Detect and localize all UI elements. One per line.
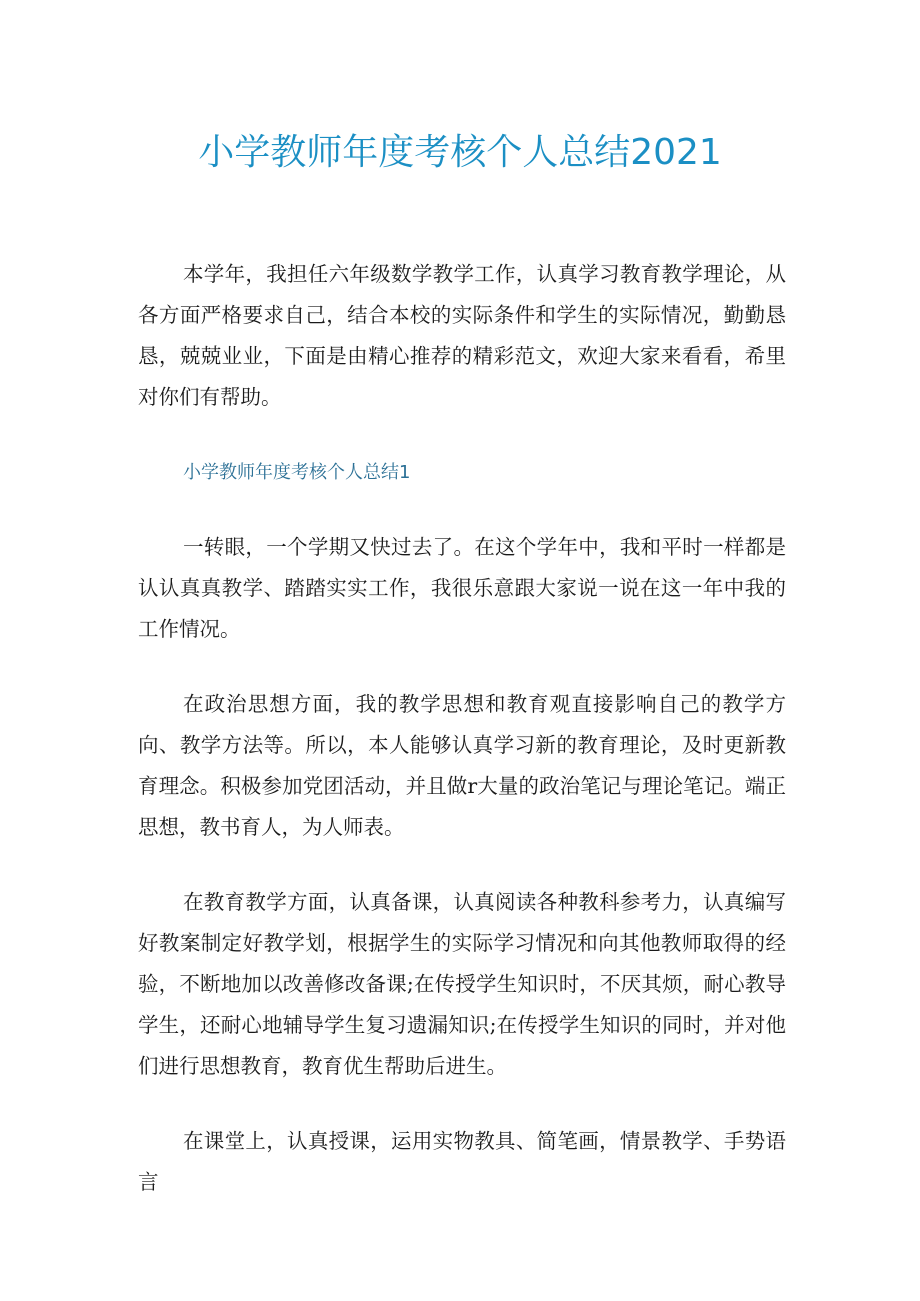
paragraph-1: 一转眼，一个学期又快过去了。在这个学年中，我和平时一样都是认认真真教学、踏踏实实工作，我很乐意跟大家说一说在这一年中我的工作情况。: [138, 535, 786, 641]
paragraph-3: 在教育教学方面，认真备课，认真阅读各种教科参考力，认真编写好教案制定好教学划，根据学生的实际学习情况和向其他教师取得的经验，不断地加以改善修改备课;在传授学生知识时，不厌其烦，耐心教导学生，还耐心地辅导学生复习遗漏知识;在传授学生知识的同时，并对他们进行思想教育，教育优生帮助后进生。: [138, 890, 786, 1078]
section-heading: 小学教师年度考核个人总结1: [183, 462, 411, 483]
document-title: 小学教师年度考核个人总结2021: [198, 132, 722, 173]
paragraph-4: 在课堂上，认真授课，运用实物教具、简笔画，情景教学、手势语言: [138, 1129, 786, 1194]
paragraph-2: 在政治思想方面，我的教学思想和教育观直接影响自己的教学方向、教学方法等。所以，本人能够认真学习新的教育理论，及时更新教育理念。积极参加党团活动，并且做r大量的政治笔记与理论笔记。端正思想，教书育人，为人师表。: [138, 692, 786, 839]
document-body: [138, 254, 786, 1237]
intro-paragraph: 本学年，我担任六年级数学教学工作，认真学习教育教学理论，从各方面严格要求自己，结合本校的实际条件和学生的实际情况，勤勤恳恳，兢兢业业，下面是由精心推荐的精彩范文，欢迎大家来看看，希里对你们有帮助。: [138, 262, 786, 409]
